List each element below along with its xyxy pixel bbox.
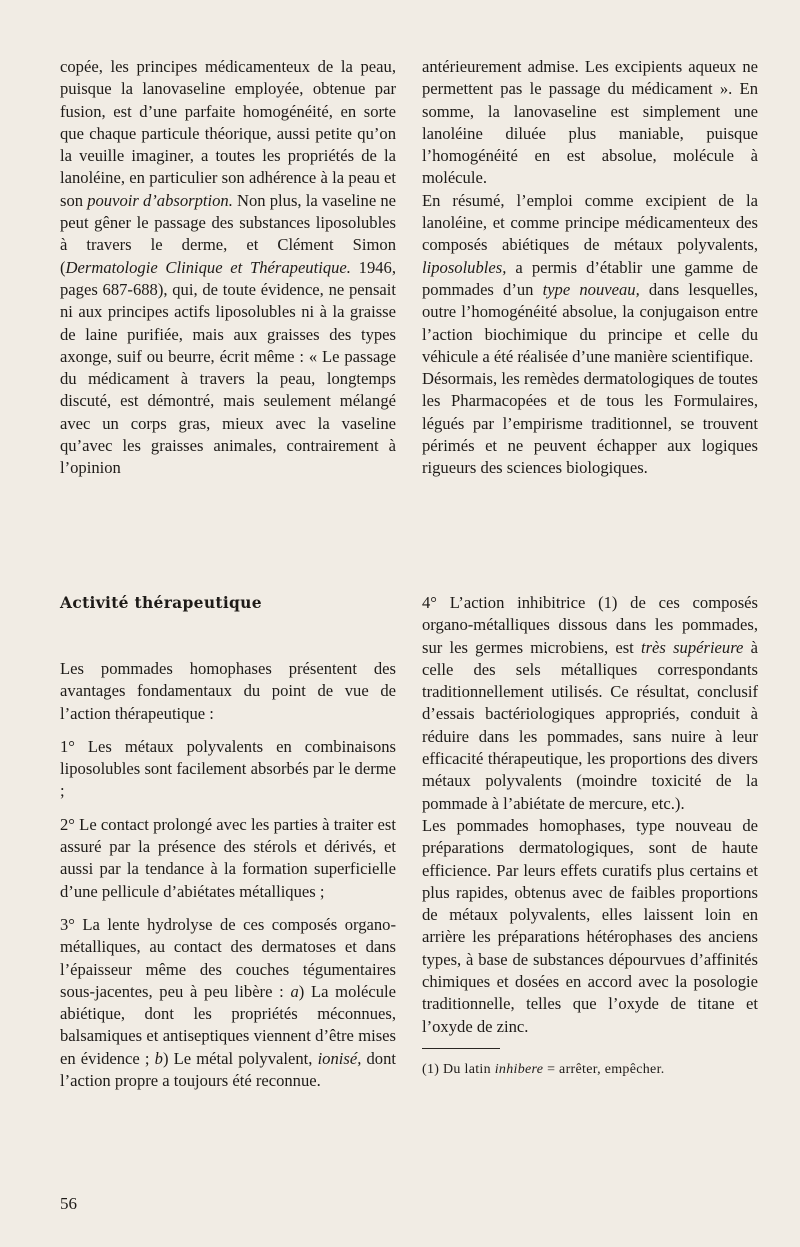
body-paragraph: antérieurement admise. Les excipients aqueux ne permettent pas le passage du médicament ». En somme, la lanovaseline est simplement une lanoléine diluée plus maniable, puisque l’homogénéité en est absolue, molécule à molécule. bbox=[422, 57, 758, 188]
body-paragraph: En résumé, l’emploi comme excipient de la lanoléine, et comme principe médicamenteux des composés abiétiques de métaux polyvalents, liposolubles, a permis d’établir une gamme de pommades d’un type nouveau, dans lesquelles, outre l’homogénéité absolue, la conjugaison entre l’action biochimique du principe et celle du véhicule a été réalisée d’une manière scientifique. bbox=[422, 190, 758, 366]
citation-title: Dermatologie Clinique et Thérapeutique. bbox=[65, 257, 351, 277]
list-item-4: 4° L’action inhibitrice (1) de ces composés organo-métalliques dissous dans les pommades, sur les germes microbiens, est très supérieure à celle des sels métalliques correspondants traditionnellement utilisés. Ce résultat, conclusif d’essais bactériologiques appropriés, conduit à réduire dans les pommades, sans nuire à leur efficacité thérapeutique, les proportions des divers métaux polyvalents (moindre toxicité de la pommade à l’abiétate de mercure, etc.). bbox=[422, 593, 758, 813]
body-paragraph: Les pommades homophases, type nouveau de préparations dermatologiques, sont de haute efficience. Par leurs effets curatifs plus certains et plus rapides, obtenus avec de faibles proportions de métaux polyvalents, elles laissent loin en arrière les préparations hétérophases des anciens types, à base de substances dépourvues d’affinités chimiques et dosées en accord avec la posologie traditionnelle, telles que l’oxyde de titane et l’oxyde de zinc. bbox=[422, 815, 758, 1036]
left-column-top bbox=[60, 56, 396, 480]
emphasis: très supérieure bbox=[640, 637, 744, 657]
left-column-bottom bbox=[60, 592, 396, 1092]
right-column-bottom bbox=[422, 592, 758, 1079]
right-column-top bbox=[422, 56, 758, 480]
section-heading: Activité thérapeutique bbox=[60, 593, 262, 612]
body-paragraph: Désormais, les remèdes dermatologiques de toutes les Pharmacopées et de tous les Formulaires, légués par l’empirisme traditionnel, se trouvent périmés et ne peuvent échapper aux logiques rigueurs des sciences biologiques. bbox=[422, 369, 758, 478]
emphasis: inhibere bbox=[494, 1061, 544, 1077]
footnote: (1) Du latin inhibere = arrêter, empêcher. bbox=[422, 1061, 665, 1077]
emphasis: a bbox=[290, 981, 299, 1001]
list-item-2: 2° Le contact prolongé avec les parties à traiter est assuré par la présence des stérols et dérivés, et aussi par la tendance à la formation superficielle d’une pellicule d’abiétates métalliques ; bbox=[60, 814, 396, 901]
emphasis: b bbox=[154, 1048, 163, 1068]
list-item-3: 3° La lente hydrolyse de ces composés organo-métalliques, au contact des dermatoses et dans l’épaisseur même des couches tégumentaires sous-jacentes, peu à peu libère : a) La molécule abiétique, dont les propriétés méconnues, balsamiques et antiseptiques viennent d’être mises en évidence ; b) Le métal polyvalent, ionisé, dont l’action propre a toujours été reconnue. bbox=[60, 914, 396, 1091]
intro-paragraph: Les pommades homophases présentent des avantages fondamentaux du point de vue de l’action thérapeutique : bbox=[60, 659, 396, 723]
emphasis: liposolubles, bbox=[422, 257, 507, 277]
emphasis: ionisé, bbox=[317, 1048, 362, 1068]
footnote-divider bbox=[422, 1048, 500, 1049]
body-paragraph: copée, les principes médicamenteux de la peau, puisque la lanovaseline employée, obtenue par fusion, est d’une parfaite homogénéité, en sorte que chaque particule théorique, aussi petite qu’on la veuille imaginer, a toutes les propriétés de la lanoléine, en particulier son adhérence à la peau et son pouvoir d’absorption. Non plus, la vaseline ne peut gêner le passage des substances liposolubles à travers le derme, et Clément Simon (Dermatologie Clinique et Thérapeutique. 1946, pages 687-688), qui, de toute évidence, ne pensait ni aux principes actifs liposolubles ni à la graisse de laine purifiée, mais aux graisses des types axonge, suif ou beurre, écrit même : « Le passage du médicament à travers la peau, longtemps discuté, est démontré, mais seulement mélangé avec un corps gras, mieux avec la vaseline qu’avec les graisses animales, contrairement à l’opinion bbox=[60, 57, 397, 478]
list-item-1: 1° Les métaux polyvalents en combinaisons liposolubles sont facilement absorbés par le derme ; bbox=[60, 736, 396, 801]
page-number: 56 bbox=[60, 1194, 77, 1213]
emphasis: type nouveau, bbox=[542, 279, 640, 299]
emphasis: pouvoir d’absorption. bbox=[87, 190, 233, 210]
